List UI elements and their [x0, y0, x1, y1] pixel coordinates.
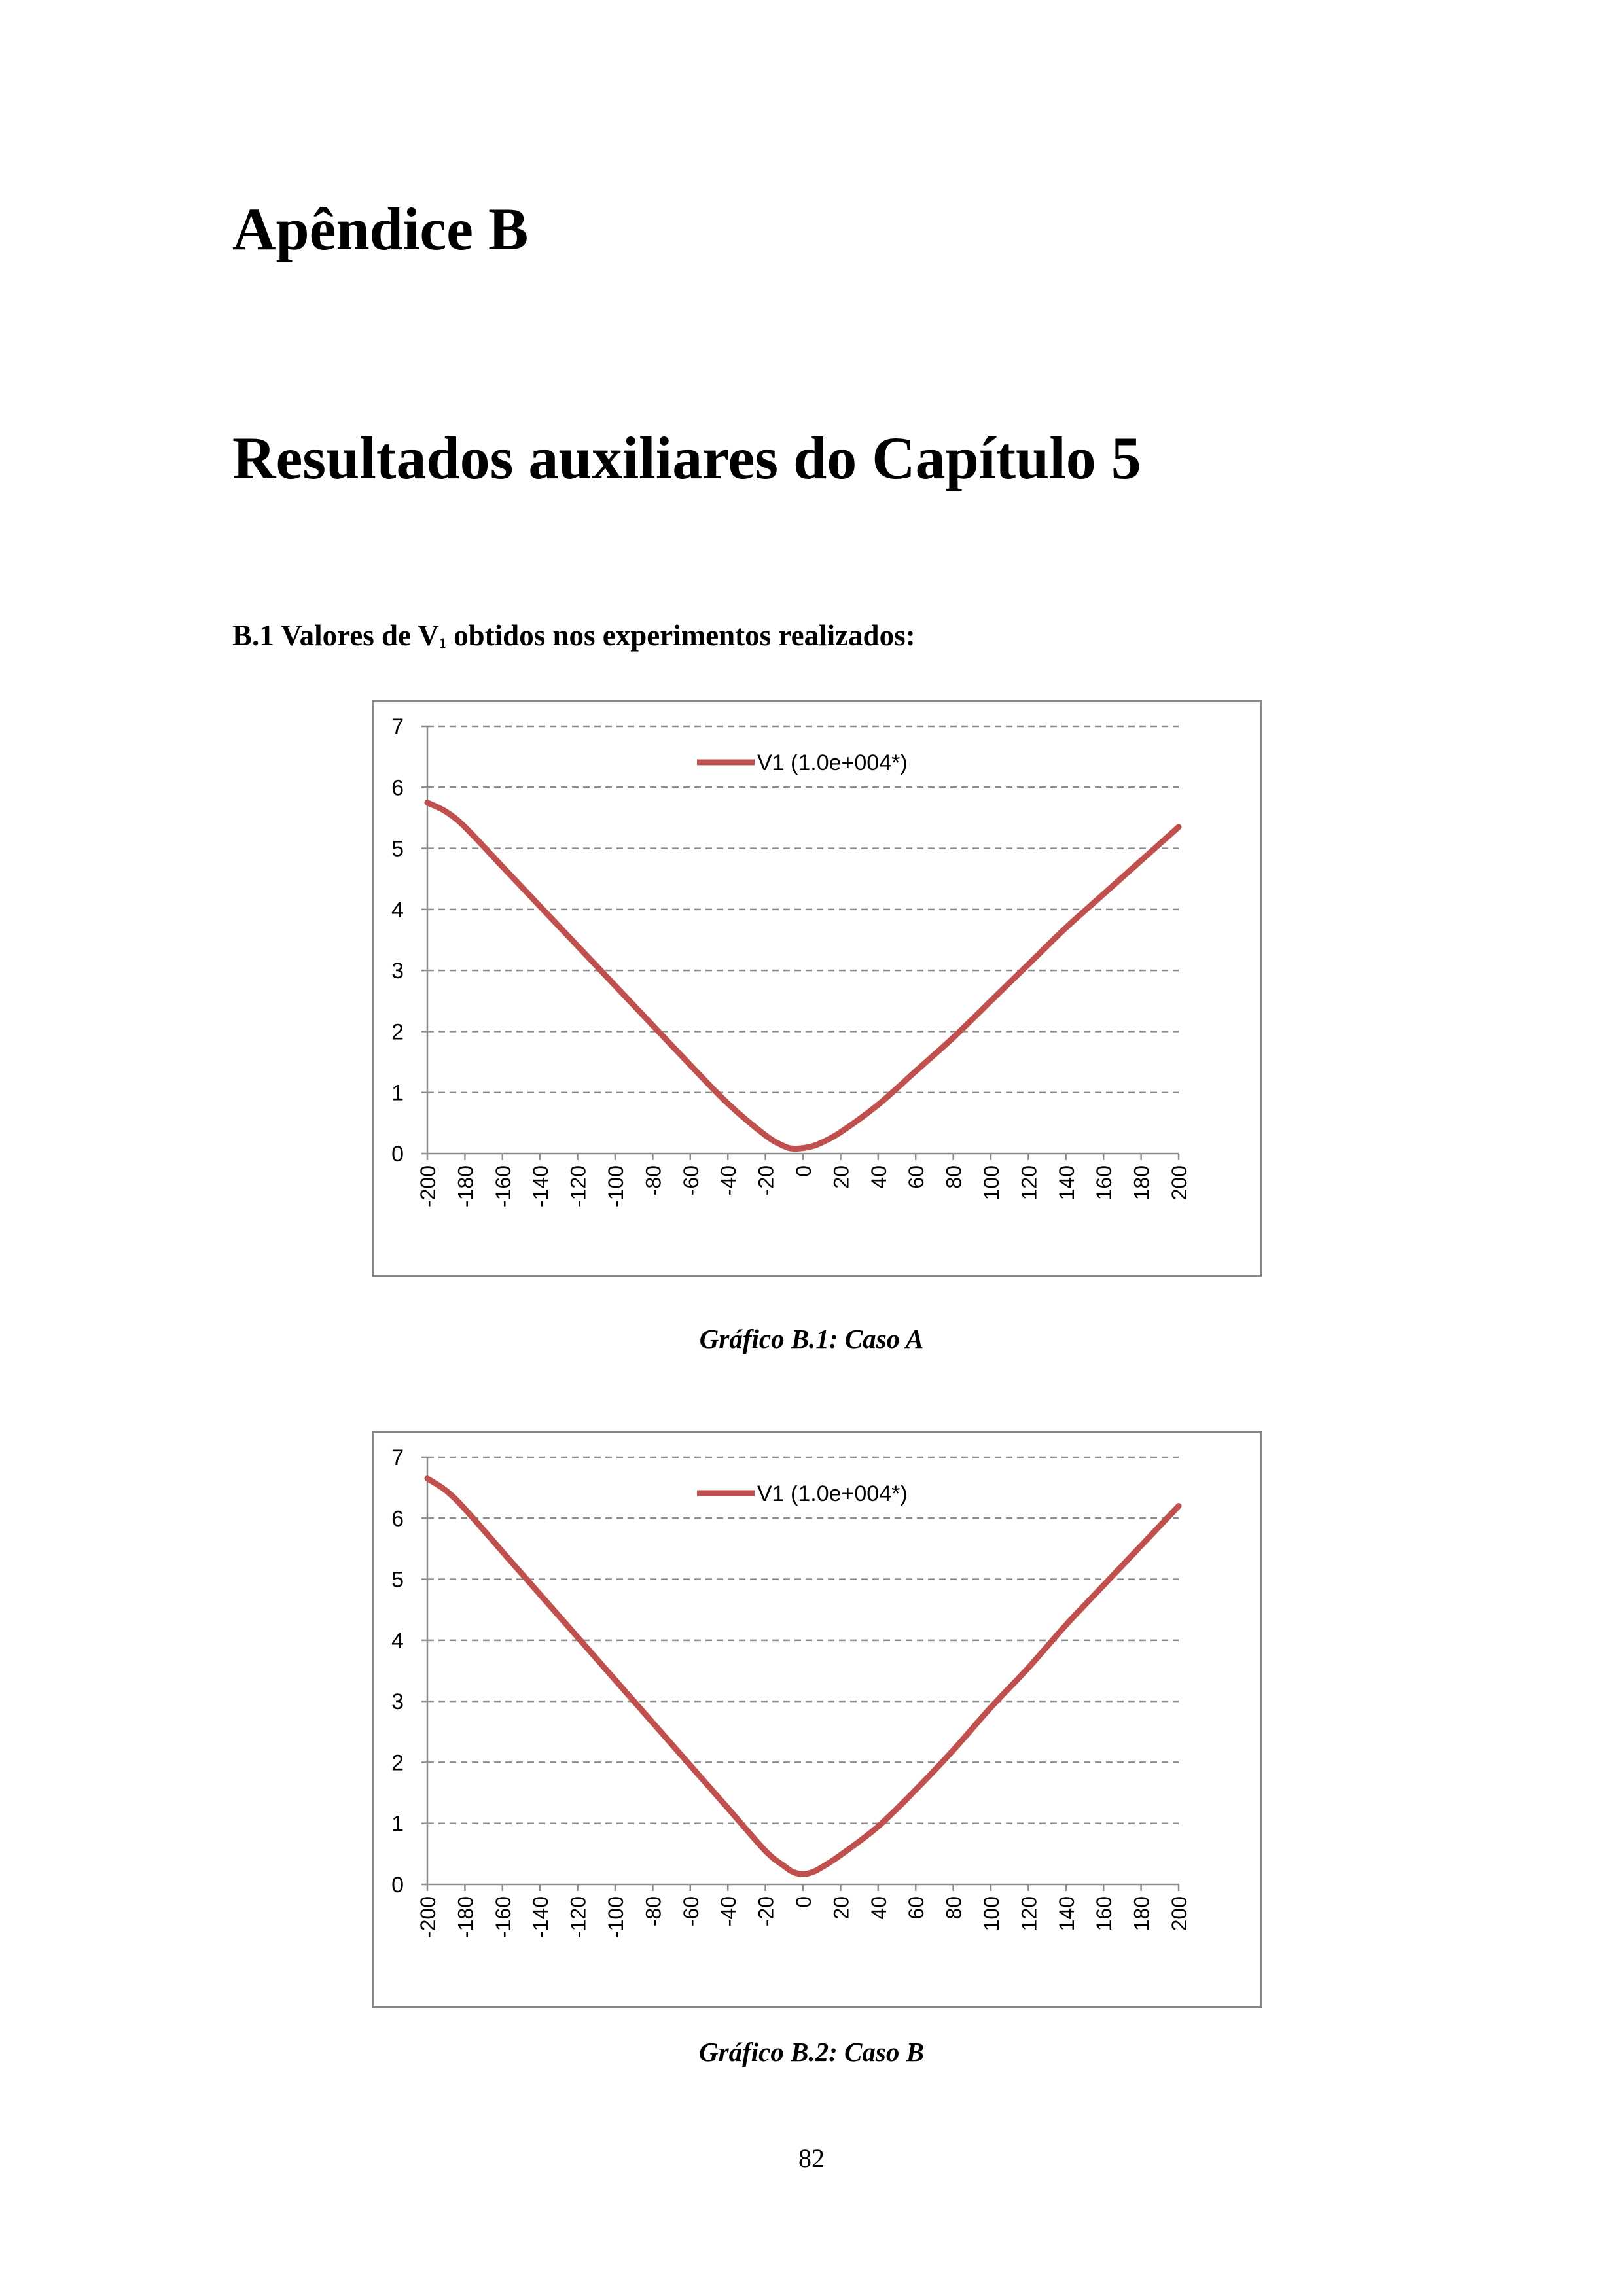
y-tick-label: 0	[391, 1142, 404, 1167]
y-tick-label: 7	[391, 1445, 404, 1470]
chart-b2	[372, 1431, 1262, 2008]
x-tick-label: 160	[1092, 1896, 1116, 1932]
section-heading	[232, 618, 916, 652]
y-tick-label: 4	[391, 1628, 404, 1653]
x-tick-label: 40	[866, 1165, 891, 1189]
x-tick-label: -140	[529, 1165, 553, 1208]
x-tick-label: -20	[754, 1165, 778, 1196]
x-tick-label: 60	[904, 1896, 929, 1920]
y-tick-label: 7	[391, 715, 404, 739]
series-line-v1	[427, 1479, 1179, 1875]
legend-label: V1 (1.0e+004*)	[757, 751, 908, 775]
y-tick-label: 4	[391, 897, 404, 923]
x-tick-label: -200	[416, 1896, 440, 1939]
series-line-v1	[427, 803, 1179, 1149]
chart-b2-caption: Gráfico B.2: Caso B	[699, 2037, 924, 2067]
section-heading-suffix: obtidos nos experimentos realizados:	[446, 619, 916, 652]
x-tick-label: -180	[454, 1896, 478, 1939]
y-tick-label: 3	[391, 1689, 404, 1715]
y-tick-label: 1	[391, 1080, 404, 1106]
x-tick-label: 100	[980, 1896, 1003, 1932]
x-tick-label: -20	[754, 1896, 778, 1927]
x-tick-label: 140	[1054, 1165, 1079, 1201]
x-tick-label: -80	[641, 1896, 666, 1927]
x-tick-label: 20	[829, 1896, 853, 1920]
x-tick-label: -100	[604, 1165, 628, 1208]
x-tick-label: 40	[866, 1896, 891, 1920]
x-tick-label: -40	[717, 1165, 741, 1196]
x-tick-label: -180	[454, 1165, 478, 1208]
chart-b2-plot	[374, 1433, 1264, 2010]
x-tick-label: -40	[717, 1896, 741, 1927]
y-tick-label: 2	[391, 1750, 404, 1776]
chart-b1-caption: Gráfico B.1: Caso A	[699, 1324, 924, 1354]
x-tick-label: 100	[980, 1165, 1003, 1201]
x-tick-label: -120	[566, 1896, 590, 1939]
x-tick-label: 0	[792, 1896, 815, 1908]
y-tick-label: 6	[391, 1506, 404, 1532]
y-tick-label: 1	[391, 1811, 404, 1837]
section-heading-prefix: B.1 Valores de V	[232, 619, 439, 652]
x-tick-label: 20	[829, 1165, 853, 1189]
x-tick-label: -100	[604, 1896, 628, 1939]
x-tick-label: 180	[1130, 1165, 1154, 1201]
x-tick-label: 140	[1054, 1896, 1079, 1932]
chart-b1	[372, 700, 1262, 1277]
y-tick-label: 5	[391, 836, 404, 862]
x-tick-label: -120	[566, 1165, 590, 1208]
y-tick-label: 5	[391, 1567, 404, 1593]
x-tick-label: -60	[679, 1165, 703, 1196]
x-tick-label: -80	[641, 1165, 666, 1196]
x-tick-label: 180	[1130, 1896, 1154, 1932]
x-tick-label: -60	[679, 1896, 703, 1927]
x-tick-label: 120	[1017, 1896, 1041, 1932]
x-tick-label: -160	[491, 1165, 515, 1208]
x-tick-label: 120	[1017, 1165, 1041, 1201]
chapter-heading: Apêndice B	[232, 196, 529, 262]
chart-b1-plot	[374, 702, 1264, 1279]
y-tick-label: 0	[391, 1873, 404, 1898]
x-tick-label: -200	[416, 1165, 440, 1208]
legend-label: V1 (1.0e+004*)	[757, 1481, 908, 1506]
y-tick-label: 6	[391, 775, 404, 801]
section-heading-subscript: 1	[438, 635, 446, 651]
x-tick-label: 160	[1092, 1165, 1116, 1201]
x-tick-label: 80	[942, 1165, 966, 1189]
y-tick-label: 3	[391, 959, 404, 984]
page-number: 82	[798, 2144, 825, 2173]
x-tick-label: 200	[1168, 1896, 1191, 1932]
chapter-title: Resultados auxiliares do Capítulo 5	[232, 425, 1141, 491]
x-tick-label: 80	[942, 1896, 966, 1920]
x-tick-label: -140	[529, 1896, 553, 1939]
x-tick-label: 0	[792, 1165, 815, 1177]
x-tick-label: -160	[491, 1896, 515, 1939]
y-tick-label: 2	[391, 1019, 404, 1045]
x-tick-label: 60	[904, 1165, 929, 1189]
x-tick-label: 200	[1168, 1165, 1191, 1201]
